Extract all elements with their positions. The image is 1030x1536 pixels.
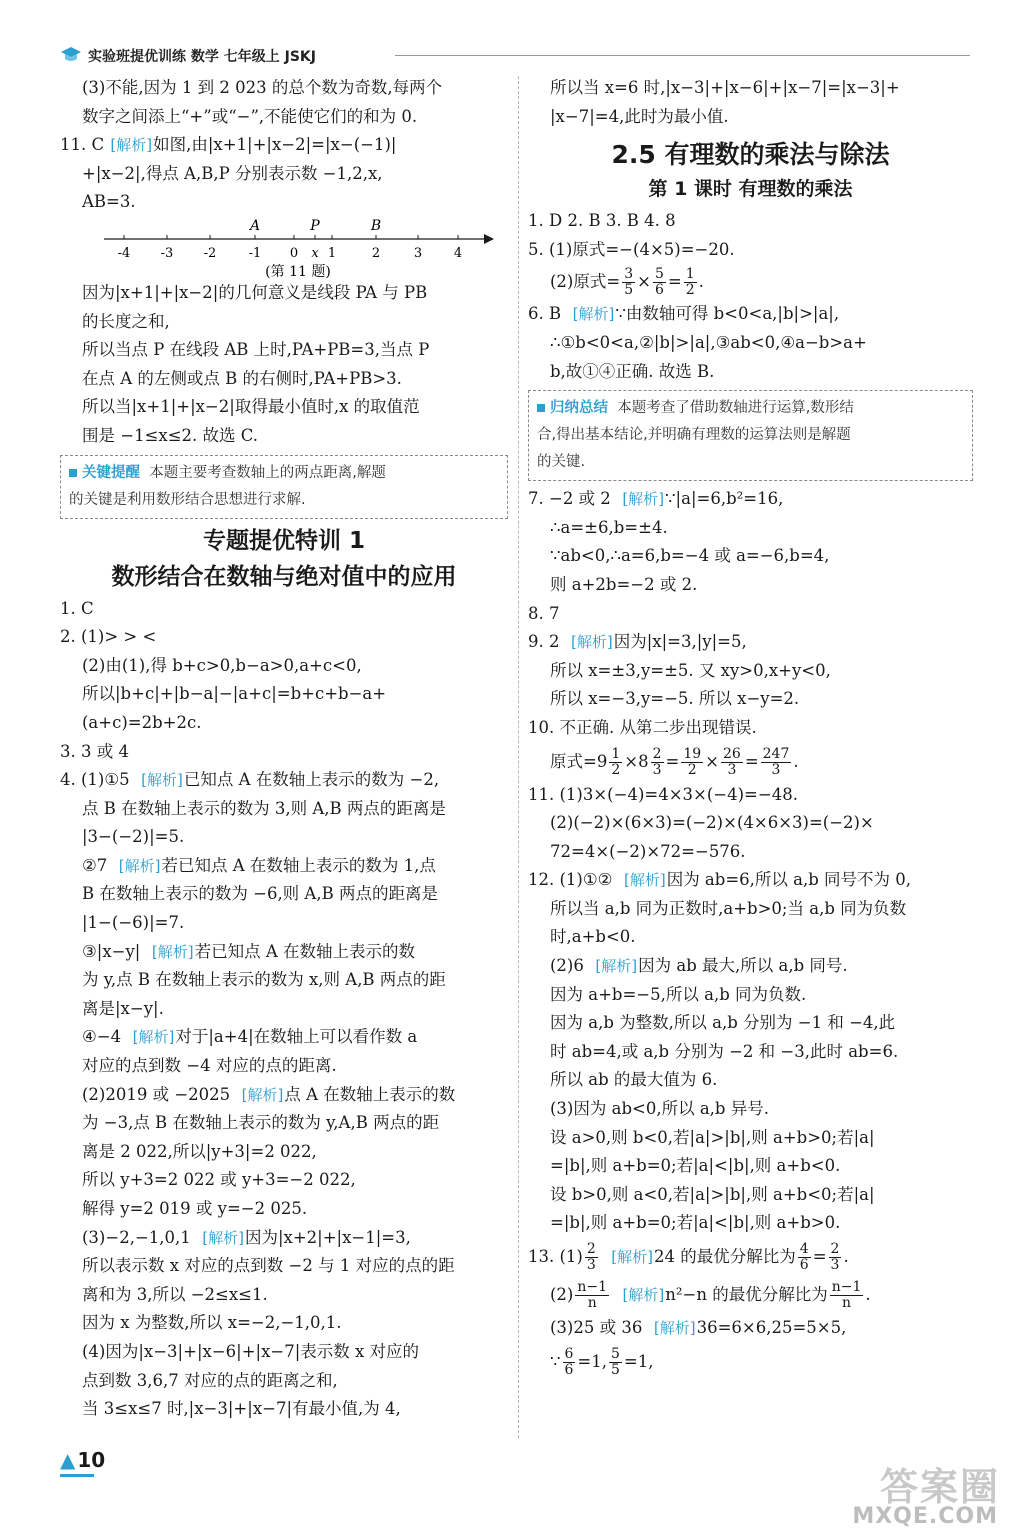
answer-11-line xyxy=(60,131,508,160)
jiexi-tag: [ 解析 ] xyxy=(610,1238,654,1276)
text-line: 所以当 a,b 同为正数时,a+b>0;当 a,b 同为负数 xyxy=(550,898,907,918)
text-span: 对于|a+4|在数轴上可以看作数 a xyxy=(175,1027,418,1047)
up-arrow-icon: ▲ xyxy=(60,1448,76,1472)
jiexi-tag: [ 解析 ] xyxy=(201,1224,245,1253)
text-line: (a+c)=2b+2c. xyxy=(82,712,202,732)
text-line: 解得 y=2 019 或 y=−2 025. xyxy=(82,1199,308,1218)
text-line: 离是|x−y|. xyxy=(82,998,164,1018)
text-line: 所以当点 P 在线段 AB 上时,PA+PB=3,当点 P xyxy=(82,340,430,360)
answer-line xyxy=(528,1314,973,1343)
fraction: $\frac{1}{2}$ xyxy=(611,745,621,778)
text-span: 若已知点 A 在数轴上表示的数 xyxy=(194,941,416,961)
text-line: ∵ab<0,∴a=6,b=−4 或 a=−6,b=4, xyxy=(550,546,830,566)
text-line: 1. C xyxy=(60,598,94,618)
square-bullet-icon xyxy=(537,404,545,412)
answer-line xyxy=(60,1224,508,1253)
square-bullet-icon xyxy=(69,469,77,477)
tick-label: -2 xyxy=(203,245,217,261)
text-line: 3. 3 或 4 xyxy=(60,741,129,761)
lesson-title: 第 1 课时 有理数的乘法 xyxy=(648,178,853,201)
text-line: 所以 y+3=2 022 或 y+3=−2 022, xyxy=(82,1170,356,1190)
fraction: $\frac{n-1}{n}$ xyxy=(577,1279,608,1311)
number-line-arrow-icon xyxy=(484,234,494,244)
text-line: 对应的点到数 −4 对应的点的距离. xyxy=(82,1056,337,1076)
left-column xyxy=(60,74,508,1424)
text-line: (4)因为|x−3|+|x−6|+|x−7|表示数 x 对应的 xyxy=(82,1341,420,1361)
jiexi-tag: [ 解析 ] xyxy=(653,1314,697,1343)
fraction: $\frac{2}{3}$ xyxy=(830,1241,840,1273)
jiexi-tag: [ 解析 ] xyxy=(572,300,616,329)
fraction: $\frac{19}{2}$ xyxy=(683,745,702,778)
text-span: 9. 2 xyxy=(528,632,560,652)
answer-line xyxy=(528,300,973,329)
watermark xyxy=(850,1456,1000,1532)
formula-line: 原式=9 $\frac{1}{2}$ ×8 $\frac{2}{3}$ = $\frac{19}{2}$ × $\frac{26}{3}$ = $\frac{247}{3}$ . xyxy=(550,745,799,778)
text-span: 因为 ab=6,所以 a,b 同号不为 0, xyxy=(666,870,912,890)
page-number: ▲ 10 xyxy=(60,1448,106,1472)
text-line: b,故①④正确. 故选 B. xyxy=(550,361,715,381)
text-line: ∴①b<0<a,②|b|>|a|,③ab<0,④a−b>a+ xyxy=(550,332,867,352)
key-reminder-box xyxy=(60,455,508,519)
text-span: 6. B xyxy=(528,304,562,324)
number-line-svg xyxy=(60,217,508,279)
text-line: 所以当|x+1|+|x−2|取得最小值时,x 的取值范 xyxy=(82,397,420,417)
point-label-a: A xyxy=(249,217,261,234)
running-header xyxy=(60,44,970,66)
text-line: 的关键是利用数形结合思想进行求解. xyxy=(69,491,306,508)
text-span: 已知点 A 在数轴上表示的数为 −2, xyxy=(183,770,440,790)
section-subtitle: 数形结合在数轴与绝对值中的应用 xyxy=(111,563,457,590)
text-span: 12. (1)①② xyxy=(528,870,613,890)
key-reminder-tag: 关键提醒 xyxy=(82,464,140,481)
text-span: 因为|x+2|+|x−1|=3, xyxy=(244,1227,411,1247)
tick-label: 3 xyxy=(413,245,423,261)
text-line: 时,a+b<0. xyxy=(550,927,636,947)
text-line: (3)不能,因为 1 到 2 023 的总个数为奇数,每两个 xyxy=(82,78,443,97)
tick-label: 4 xyxy=(453,245,463,261)
jiexi-tag: [ 解析 ] xyxy=(140,766,184,795)
text-span: 点 A 在数轴上表示的数 xyxy=(284,1084,456,1104)
text-line: 72=4×(−2)×72=−576. xyxy=(550,841,746,861)
text-line: 因为 a,b 为整数,所以 a,b 分别为 −1 和 −4,此 xyxy=(550,1013,896,1033)
text-line: 为 y,点 B 在数轴上表示的数为 x,则 A,B 两点的距 xyxy=(82,970,446,990)
tick-label: -4 xyxy=(117,245,131,261)
text-line: (2)由(1),得 b+c>0,b−a>0,a+c<0, xyxy=(82,655,362,675)
fraction: $\frac{2}{3}$ xyxy=(586,1241,596,1273)
text-span: 原式=9 xyxy=(550,751,608,771)
text-line: +|x−2|,得点 A,B,P 分别表示数 −1,2,x, xyxy=(82,163,383,183)
text-span: 如图,由|x+1|+|x−2|=|x−(−1)| xyxy=(153,135,397,155)
fraction: $\frac{3}{5}$ xyxy=(624,266,634,299)
text-span: ∵由数轴可得 b<0<a,|b|>|a|, xyxy=(615,304,840,324)
text-line: |1−(−6)|=7. xyxy=(82,913,185,933)
jiexi-tag: [ 解析 ] xyxy=(118,852,162,881)
text-line: 在点 A 的左侧或点 B 的右侧时,PA+PB>3. xyxy=(82,368,402,388)
jiexi-tag: [ 解析 ] xyxy=(622,1276,666,1314)
fraction: $\frac{n-1}{n}$ xyxy=(831,1279,862,1311)
text-line: 当 3≤x≤7 时,|x−3|+|x−7|有最小值,为 4, xyxy=(82,1399,401,1419)
watermark-logo-text: 答案圈 xyxy=(879,1465,1000,1509)
answer-line xyxy=(528,628,973,657)
text-line: (3)因为 ab<0,所以 a,b 异号. xyxy=(550,1099,769,1119)
tick-label: 2 xyxy=(371,245,381,261)
answer-line xyxy=(60,852,508,881)
text-line: 所以|b+c|+|b−a|−|a+c|=b+c+b−a+ xyxy=(82,684,387,704)
text-line: B 在数轴上表示的数为 −6,则 A,B 两点的距离是 xyxy=(82,884,438,904)
text-span: 24 的最优分解比为 xyxy=(654,1247,796,1266)
tick-label: 1 xyxy=(327,245,337,261)
text-line: 2. (1)> > < xyxy=(60,627,157,647)
text-line: 设 b>0,则 a<0,若|a|>|b|,则 a+b<0;若|a| xyxy=(550,1184,875,1204)
text-line: 的长度之和, xyxy=(82,311,170,331)
text-span: 36=6×6,25=5×5, xyxy=(696,1318,847,1337)
text-span: 因为 ab 最大,所以 a,b 同号. xyxy=(638,956,848,976)
text-line: 设 a>0,则 b<0,若|a|>|b|,则 a+b>0;若|a| xyxy=(550,1127,875,1147)
jiexi-tag: [ 解析 ] xyxy=(623,866,667,895)
text-line: 8. 7 xyxy=(528,603,560,623)
text-line: 离是 2 022,所以|y+3|=2 022, xyxy=(82,1141,317,1161)
summary-tag: 归纳总结 xyxy=(550,400,608,417)
right-column xyxy=(528,74,973,1381)
answer-line xyxy=(60,766,508,795)
text-span: 因为|x|=3,|y|=5, xyxy=(613,632,747,652)
text-span: ∵ xyxy=(550,1351,561,1371)
text-span: 若已知点 A 在数轴上表示的数为 1,点 xyxy=(161,855,436,875)
jiexi-tag: [ 解析 ] xyxy=(594,952,638,981)
jiexi-tag: [ 解析 ] xyxy=(132,1023,176,1052)
text-line: |3−(−2)|=5. xyxy=(82,827,185,847)
book-logo-icon xyxy=(60,44,82,66)
text-span: =1, xyxy=(623,1351,654,1371)
answer-line xyxy=(60,1023,508,1052)
fraction: $\frac{4}{6}$ xyxy=(799,1241,809,1273)
text-line: 数字之间添上“+”或“−”,不能使它们的和为 0. xyxy=(82,106,418,126)
answer-line xyxy=(528,485,973,514)
answer-line xyxy=(528,952,973,981)
text-line: =|b|,则 a+b=0;若|a|<|b|,则 a+b<0. xyxy=(550,1156,841,1176)
text-span: ④−4 xyxy=(82,1027,122,1047)
text-line: 的关键. xyxy=(537,454,586,471)
jiexi-tag: [ 解析 ] xyxy=(109,131,153,160)
text-line: =|b|,则 a+b=0;若|a|<|b|,则 a+b>0. xyxy=(550,1213,841,1233)
tick-label: 0 xyxy=(289,245,299,261)
summary-box xyxy=(528,390,973,481)
fraction: $\frac{247}{3}$ xyxy=(762,745,790,778)
header-title: 实验班提优训练 数学 七年级上 JSKJ xyxy=(88,49,316,65)
text-span: ×8 xyxy=(624,751,649,771)
text-line: 11. (1)3×(−4)=4×3×(−4)=−48. xyxy=(528,784,798,804)
text-span: (2)6 xyxy=(550,956,584,976)
fraction: $\frac{6}{6}$ xyxy=(564,1345,574,1378)
tick-label: -1 xyxy=(248,245,262,261)
text-span: (2)原式= xyxy=(550,272,621,292)
fraction: $\frac{5}{5}$ xyxy=(611,1345,620,1378)
jiexi-tag: [ 解析 ] xyxy=(621,485,665,514)
text-line: 5. (1)原式=−(4×5)=−20. xyxy=(528,239,735,259)
point-label-p: P xyxy=(310,217,320,234)
text-line: 点 B 在数轴上表示的数为 3,则 A,B 两点的距离是 xyxy=(82,798,446,818)
text-span: ②7 xyxy=(82,855,108,875)
answer-line xyxy=(60,1081,508,1110)
fraction: $\frac{1}{2}$ xyxy=(685,266,695,299)
column-divider xyxy=(518,76,519,1438)
text-line: 离和为 3,所以 −2≤x≤1. xyxy=(82,1284,268,1304)
fraction: $\frac{2}{3}$ xyxy=(652,745,662,778)
jiexi-tag: [ 解析 ] xyxy=(570,628,614,657)
text-span: (2) xyxy=(550,1285,574,1304)
formula-line xyxy=(528,1343,973,1381)
text-span: ③|x−y| xyxy=(82,941,141,961)
section-title: 专题提优特训 1 xyxy=(202,527,365,554)
text-line: ∴a=±6,b=±4. xyxy=(550,517,668,537)
fraction: $\frac{26}{3}$ xyxy=(722,745,741,778)
formula-line: (2) $\frac{n-1}{n}$ [ 解析 ] n²−n 的最优分解比为 $\frac{n-1}{n}$ . xyxy=(528,1276,973,1314)
jiexi-tag: [ 解析 ] xyxy=(241,1081,285,1110)
text-line: 因为 a+b=−5,所以 a,b 同为负数. xyxy=(550,984,807,1004)
text-line: 所以当 x=6 时,|x−3|+|x−6|+|x−7|=|x−3|+ xyxy=(550,78,900,97)
section-title: 2.5 有理数的乘法与除法 xyxy=(611,140,890,170)
text-line: 时 ab=4,或 a,b 分别为 −2 和 −3,此时 ab=6. xyxy=(550,1041,899,1061)
text-line: 合,得出基本结论,并明确有理数的运算法则是解题 xyxy=(537,427,851,444)
text-line: 围是 −1≤x≤2. 故选 C. xyxy=(82,425,259,445)
text-line: 为 −3,点 B 在数轴上表示的数为 y,A,B 两点的距 xyxy=(82,1113,440,1133)
text-span: =1, xyxy=(577,1351,607,1371)
text-span: n²−n 的最优分解比为 xyxy=(665,1285,828,1304)
jiexi-tag: [ 解析 ] xyxy=(151,938,195,967)
text-line: |x−7|=4,此时为最小值. xyxy=(550,106,729,126)
text-span: ∵|a|=6,b²=16, xyxy=(665,489,784,509)
text-span: 7. −2 或 2 xyxy=(528,489,611,509)
text-line: 点到数 3,6,7 对应的点的距离之和, xyxy=(82,1370,338,1390)
text-line: 所以 ab 的最大值为 6. xyxy=(550,1070,718,1090)
formula-line: 13. (1) $\frac{2}{3}$ [ 解析 ] 24 的最优分解比为 $\frac{4}{6}$ = $\frac{2}{3}$ . xyxy=(528,1238,973,1276)
text-line: 所以 x=±3,y=±5. 又 xy>0,x+y<0, xyxy=(550,660,831,680)
text-span: 本题主要考查数轴上的两点距离,解题 xyxy=(149,464,386,481)
text-line: AB=3. xyxy=(82,192,136,212)
number-line-figure xyxy=(60,217,508,279)
answer-line xyxy=(528,866,973,895)
text-span: (2)2019 或 −2025 xyxy=(82,1084,231,1104)
answer-line xyxy=(60,938,508,967)
watermark-url: MXQE.COM xyxy=(852,1504,998,1529)
text-line: 则 a+2b=−2 或 2. xyxy=(550,574,698,594)
formula-line: (2)原式= $\frac{3}{5}$ × $\frac{5}{6}$ = $\frac{1}{2}$ . xyxy=(550,266,704,299)
text-line: 所以表示数 x 对应的点到数 −2 与 1 对应的点的距 xyxy=(82,1256,455,1276)
text-span: (3)−2,−1,0,1 xyxy=(82,1227,191,1247)
text-line: 因为|x+1|+|x−2|的几何意义是线段 PA 与 PB xyxy=(82,282,428,302)
text-span: 4. (1)①5 xyxy=(60,770,130,790)
text-line: (2)(−2)×(6×3)=(−2)×(4×6×3)=(−2)× xyxy=(550,813,874,833)
figure-caption: (第 11 题) xyxy=(265,263,331,279)
text-line: 1. D 2. B 3. B 4. 8 xyxy=(528,211,676,231)
point-label-b: B xyxy=(370,217,382,234)
header-rule xyxy=(395,55,970,56)
fraction: $\frac{5}{6}$ xyxy=(654,266,664,299)
text-span: (3)25 或 36 xyxy=(550,1318,643,1337)
tick-label: -3 xyxy=(160,245,174,261)
text-line: 因为 x 为整数,所以 x=−2,−1,0,1. xyxy=(82,1313,342,1333)
page-number-underline xyxy=(60,1474,94,1477)
text-span: 本题考查了借助数轴进行运算,数形结 xyxy=(617,400,854,417)
answer-number: 11. C xyxy=(60,135,105,155)
text-span: 13. (1) xyxy=(528,1247,583,1266)
text-line: 所以 x=−3,y=−5. 所以 x−y=2. xyxy=(550,689,800,709)
tick-label: x xyxy=(311,245,319,261)
text-line: 10. 不正确. 从第二步出现错误. xyxy=(528,717,757,737)
